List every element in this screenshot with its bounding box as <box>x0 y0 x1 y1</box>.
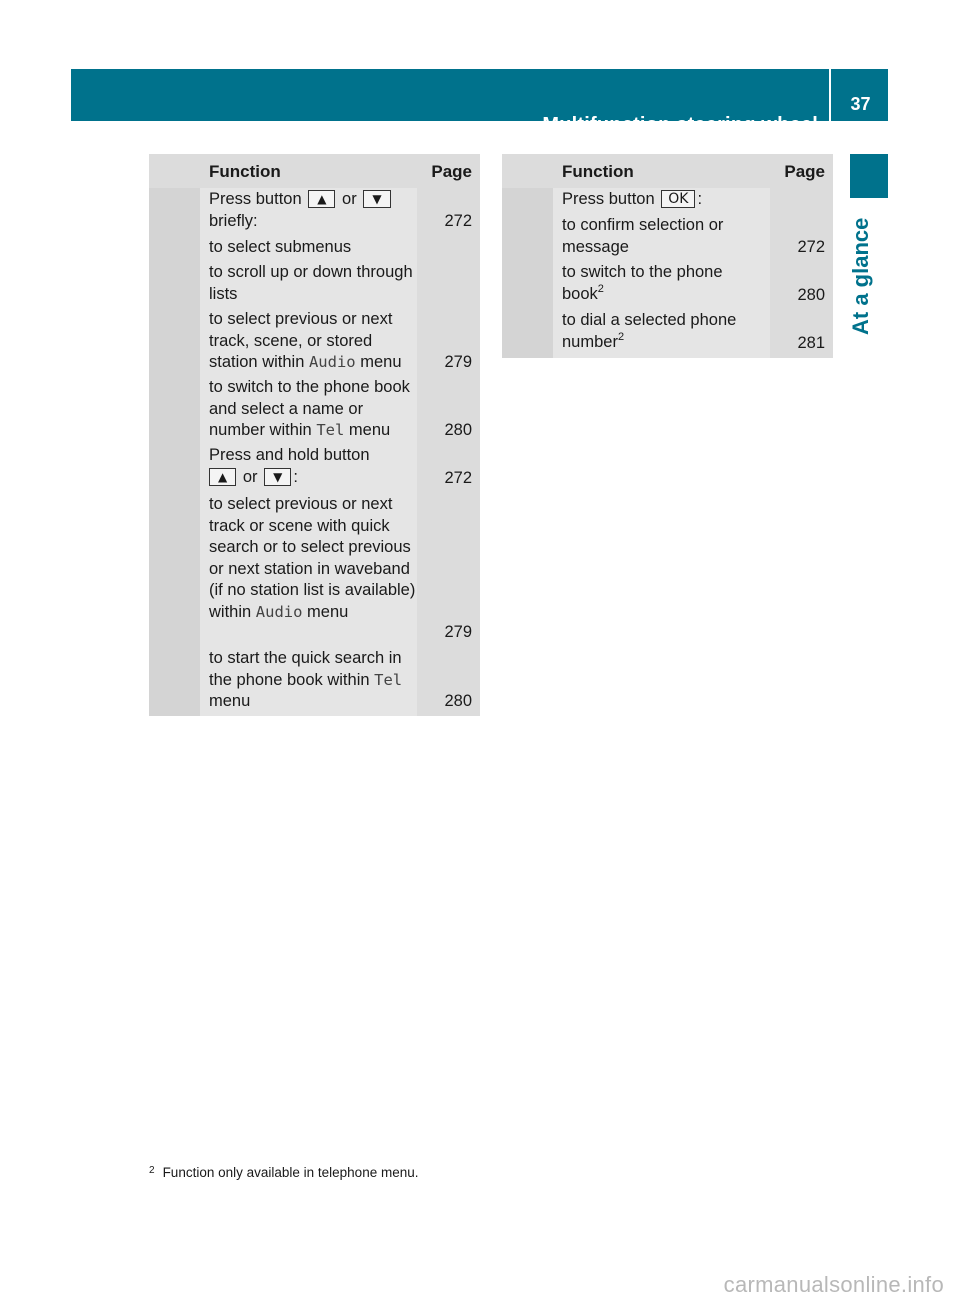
table-header-blank <box>149 154 200 188</box>
table-header-function: Function <box>200 154 417 188</box>
ok-button-icon: OK <box>661 190 695 208</box>
footnote-ref: 2 <box>617 330 625 343</box>
table-column-blank <box>502 188 553 358</box>
side-tab-marker <box>850 154 888 198</box>
page-ref: 280 <box>444 692 472 710</box>
right-function-table <box>502 154 833 358</box>
footnote-ref: 2 <box>597 282 604 295</box>
menu-name-audio: Audio <box>308 353 356 371</box>
page-ref: 280 <box>797 286 825 304</box>
page-ref: 281 <box>797 334 825 352</box>
menu-name-tel: Tel <box>374 670 403 689</box>
table-row: to switch to the phone book and select a name or number within Tel menu <box>209 378 410 439</box>
table-row: Press and hold button ▲ or ▼ : <box>209 446 370 486</box>
table-row: to select submenus <box>209 238 352 256</box>
table-row: Press button ▲ or ▼ briefly: <box>200 189 417 232</box>
down-arrow-button-icon: ▼ <box>363 190 390 208</box>
page-ref: 272 <box>797 238 825 256</box>
table-row: to start the quick search in the phone book within Tel menu <box>209 649 403 710</box>
table-row: to switch to the phone book$^2$ <box>562 263 723 303</box>
side-tab-label: At a glance <box>848 217 873 335</box>
page-ref: 279 <box>444 623 472 641</box>
page-ref: 280 <box>444 421 472 439</box>
chapter-title: Multifunction steering wheel <box>71 69 831 121</box>
menu-name-audio: Audio <box>255 602 303 621</box>
table-header-function: Function <box>553 154 770 188</box>
table-row: Press button OK : <box>562 190 703 208</box>
up-arrow-button-icon: ▲ <box>209 468 236 486</box>
page-header <box>71 69 888 136</box>
down-arrow-button-icon: ▼ <box>264 468 291 486</box>
table-header-page: Page <box>417 154 480 188</box>
table-row: to scroll up or down through lists <box>209 263 413 303</box>
table-row: to dial a selected phone number$^2$ <box>562 311 737 351</box>
table-row: to select previous or next track or scene with quick search or to select previous or next station in waveband (if no station list is available) within Audio menu <box>209 495 416 621</box>
up-arrow-button-icon: ▲ <box>308 190 335 208</box>
page-ref: 272 <box>444 469 472 487</box>
table-column-blank <box>149 188 200 716</box>
page-ref: 279 <box>444 353 472 371</box>
table-header-page: Page <box>770 154 833 188</box>
table-row: to confirm selection or message <box>562 216 724 256</box>
left-function-table <box>149 154 480 716</box>
page-ref: 272 <box>444 212 472 230</box>
menu-name-tel: Tel <box>316 421 345 439</box>
table-header-blank <box>502 154 553 188</box>
watermark: carmanualsonline.info <box>723 1272 944 1297</box>
footnote-mark: 2 <box>149 1165 155 1176</box>
footnote: $^2$ Function only available in telephone menu. <box>149 1165 419 1180</box>
table-row: to select previous or next track, scene, or stored station within Audio menu <box>209 310 402 371</box>
page-number: 37 <box>850 94 871 114</box>
